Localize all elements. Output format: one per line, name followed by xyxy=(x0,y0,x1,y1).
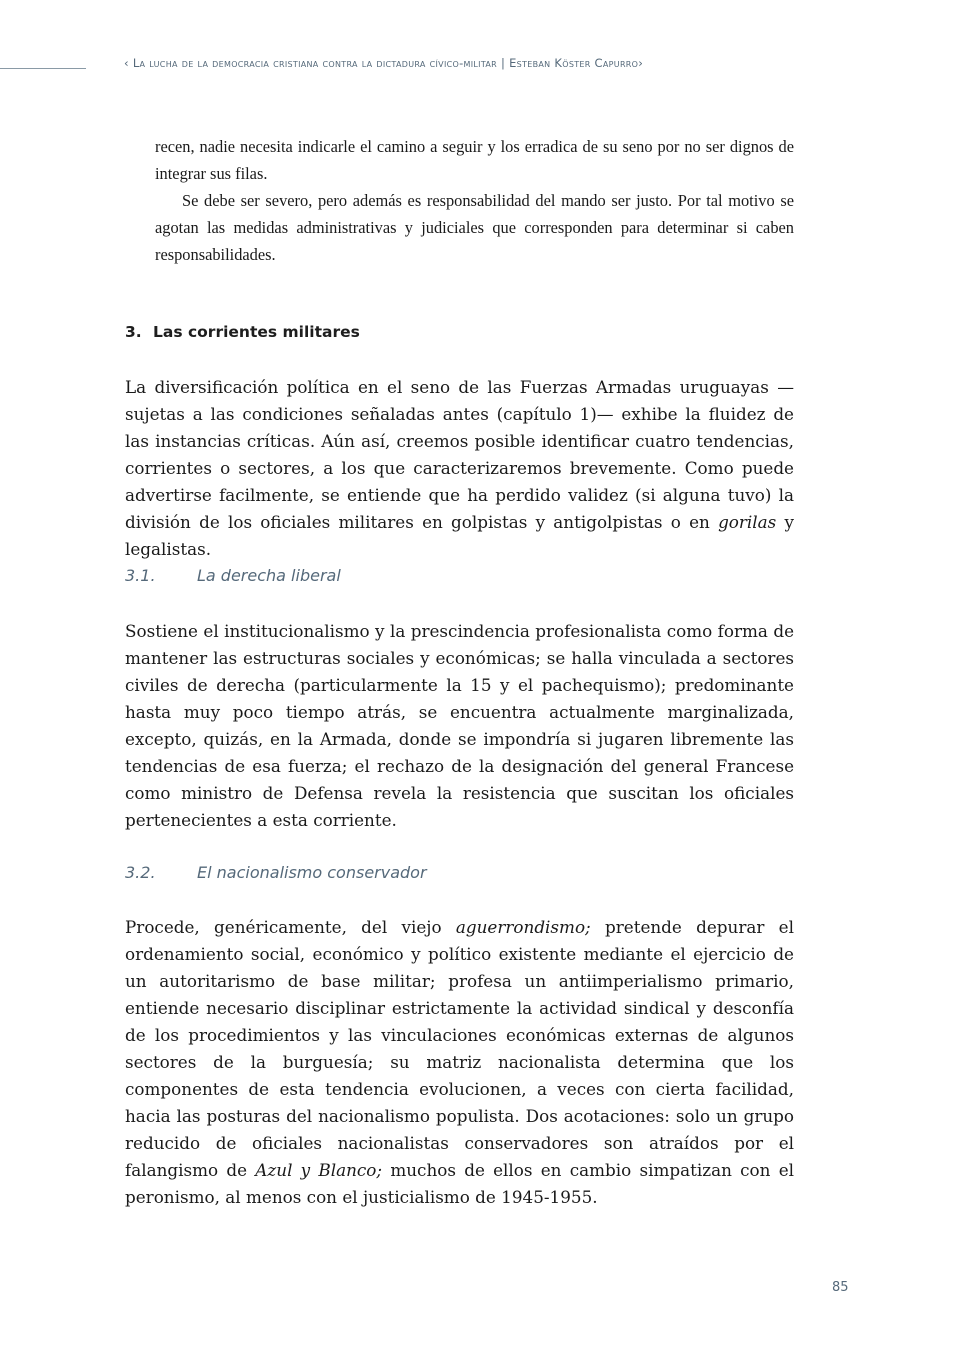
body-paragraph xyxy=(125,914,794,1211)
text-run: pretende depurar el ordenamiento social, económico y político existente mediante el ejercicio de un autoritarismo de base militar; profesa un antiimperialismo primario, entiende necesario disciplinar estrictamente la actividad sindical y desconfía de los procedimientos y las vinculaciones económicas externas de algunos sectores de la burguesía; su matriz nacionalista determina que los componentes de esta tendencia evolucionen, a veces con cierta facilidad, hacia las posturas del nacionalismo populista. Dos acotaciones: solo un grupo reducido de oficiales nacionalistas conservadores son atraídos por el falangismo de xyxy=(125,917,794,1180)
running-head: ‹ La lucha de la democracia cristiana contra la dictadura cívico-militar | Esteban Köster Capurro› xyxy=(124,56,644,70)
section-number: 3. xyxy=(125,323,142,341)
subsection-heading xyxy=(125,863,427,882)
text-run: Procede, genéricamente, del viejo xyxy=(125,917,456,937)
text-run: y legalistas. xyxy=(125,512,794,559)
quote-paragraph: Se debe ser severo, pero además es responsabilidad del mando ser justo. Por tal motivo se agotan las medidas administrativas y judiciales que corresponden para determinar si caben responsabilidades. xyxy=(155,191,794,264)
text-run: La diversificación política en el seno de las Fuerzas Armadas uruguayas —sujetas a las condiciones señaladas antes (capítulo 1)— exhibe la fluidez de las instancias críticas. Aún así, creemos posible identificar cuatro tendencias, corrientes o sectores, a los que caracterizaremos brevemente. Como puede advertirse facilmente, se entiende que ha perdido validez (si alguna tuvo) la división de los oficiales militares en golpistas y antigolpistas o en xyxy=(125,377,794,532)
body-paragraph xyxy=(125,374,794,563)
quote-paragraph: recen, nadie necesita indicarle el camino a seguir y los erradica de su seno por no ser dignos de integrar sus filas. xyxy=(155,137,794,183)
subsection-title: El nacionalismo conservador xyxy=(197,863,427,882)
italic-run: gorilas xyxy=(718,512,777,532)
subsection-number: 3.2. xyxy=(125,863,156,882)
block-quote xyxy=(155,133,794,268)
italic-run: Azul y Blanco; xyxy=(255,1160,383,1180)
subsection-title: La derecha liberal xyxy=(197,566,341,585)
subsection-number: 3.1. xyxy=(125,566,156,585)
body-paragraph: Sostiene el institucionalismo y la prescindencia profesionalista como forma de mantener las estructuras sociales y económicas; se halla vinculada a sectores civiles de derecha (particularmente la 15 y el pachequismo); predominante hasta muy poco tiempo atrás, se encuentra actualmente marginalizada, excepto, quizás, en la Armada, donde se impondría si jugaren libremente las tendencias de esa fuerza; el rechazo de la designación del general Francese como ministro de Defensa revela la resistencia que suscitan los oficiales pertenecientes a esta corriente. xyxy=(125,621,794,830)
subsection-heading xyxy=(125,566,341,585)
header-rule xyxy=(0,68,86,69)
section-title: Las corrientes militares xyxy=(153,323,360,341)
italic-run: aguerrondismo; xyxy=(455,917,591,937)
page-number: 85 xyxy=(832,1280,849,1295)
text-run: muchos de ellos en cambio simpatizan con el peronismo, al menos con el justicialismo de 1945-1955. xyxy=(125,1160,794,1207)
section-heading xyxy=(125,323,360,341)
